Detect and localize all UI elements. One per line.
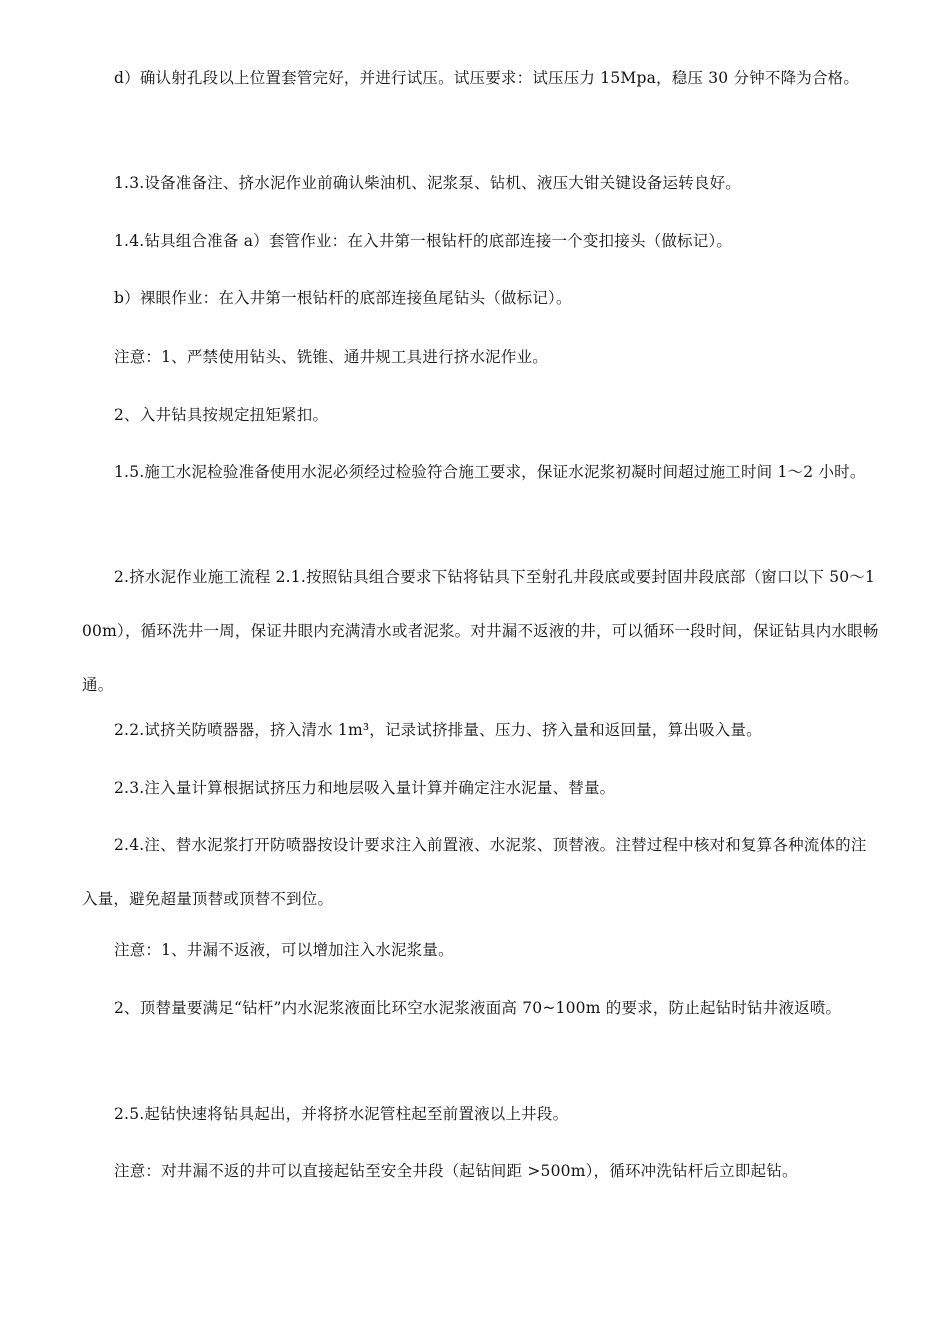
paragraph-pressure-test: d）确认射孔段以上位置套管完好，并进行试压。试压要求：试压压力 15Mpa，稳压 30 分钟不降为合格。: [114, 69, 860, 87]
paragraph-note-trip-out: 注意：对井漏不返的井可以直接起钻至安全井段（起钻间距 >500m），循环冲洗钻杆后立即起钻。: [114, 1162, 798, 1180]
paragraph-injection-displacement: 2.4.注、替水泥浆打开防喷器按设计要求注入前置液、水泥浆、顶替液。注替过程中核对和复算各种流体的注入量，避免超量顶替或顶替不到位。: [82, 836, 867, 908]
paragraph-squeeze-process: 2.挤水泥作业施工流程 2.1.按照钻具组合要求下钻将钻具下至射孔井段底或要封固井段底部（窗口以下 50～100m），循环洗井一周，保证井眼内充满清水或者泥浆。对井漏不返液的井，可以循环一段时间，保证钻具内水眼畅通。: [82, 568, 879, 694]
paragraph-note-displacement: 2、顶替量要满足“钻杆”内水泥浆液面比环空水泥浆液面高 70~100m 的要求，防止起钻时钻井液返喷。: [114, 999, 842, 1017]
paragraph-note-1: 注意：1、严禁使用钻头、铣锥、通井规工具进行挤水泥作业。: [114, 348, 548, 366]
paragraph-note-leak: 注意：1、井漏不返液，可以增加注入水泥浆量。: [114, 941, 454, 959]
paragraph-trip-out: 2.5.起钻快速将钻具起出，并将挤水泥管柱起至前置液以上井段。: [114, 1105, 569, 1123]
paragraph-drill-assembly-casing: 1.4.钻具组合准备 a）套管作业：在入井第一根钻杆的底部连接一个变扣接头（做标记）。: [114, 232, 733, 250]
paragraph-note-2: 2、入井钻具按规定扭矩紧扣。: [114, 406, 329, 424]
paragraph-open-hole: b）裸眼作业：在入井第一根钻杆的底部连接鱼尾钻头（做标记）。: [114, 289, 572, 307]
paragraph-cement-inspection: 1.5.施工水泥检验准备使用水泥必须经过检验符合施工要求，保证水泥浆初凝时间超过施工时间 1～2 小时。: [114, 463, 866, 481]
paragraph-injection-calc: 2.3.注入量计算根据试挤压力和地层吸入量计算并确定注水泥量、替量。: [114, 779, 616, 797]
paragraph-equipment-prep: 1.3.设备准备注、挤水泥作业前确认柴油机、泥浆泵、钻机、液压大钳关键设备运转良好。: [114, 174, 741, 192]
paragraph-trial-squeeze: 2.2.试挤关防喷器器，挤入清水 1m³，记录试挤排量、压力、挤入量和返回量，算出吸入量。: [114, 721, 762, 739]
